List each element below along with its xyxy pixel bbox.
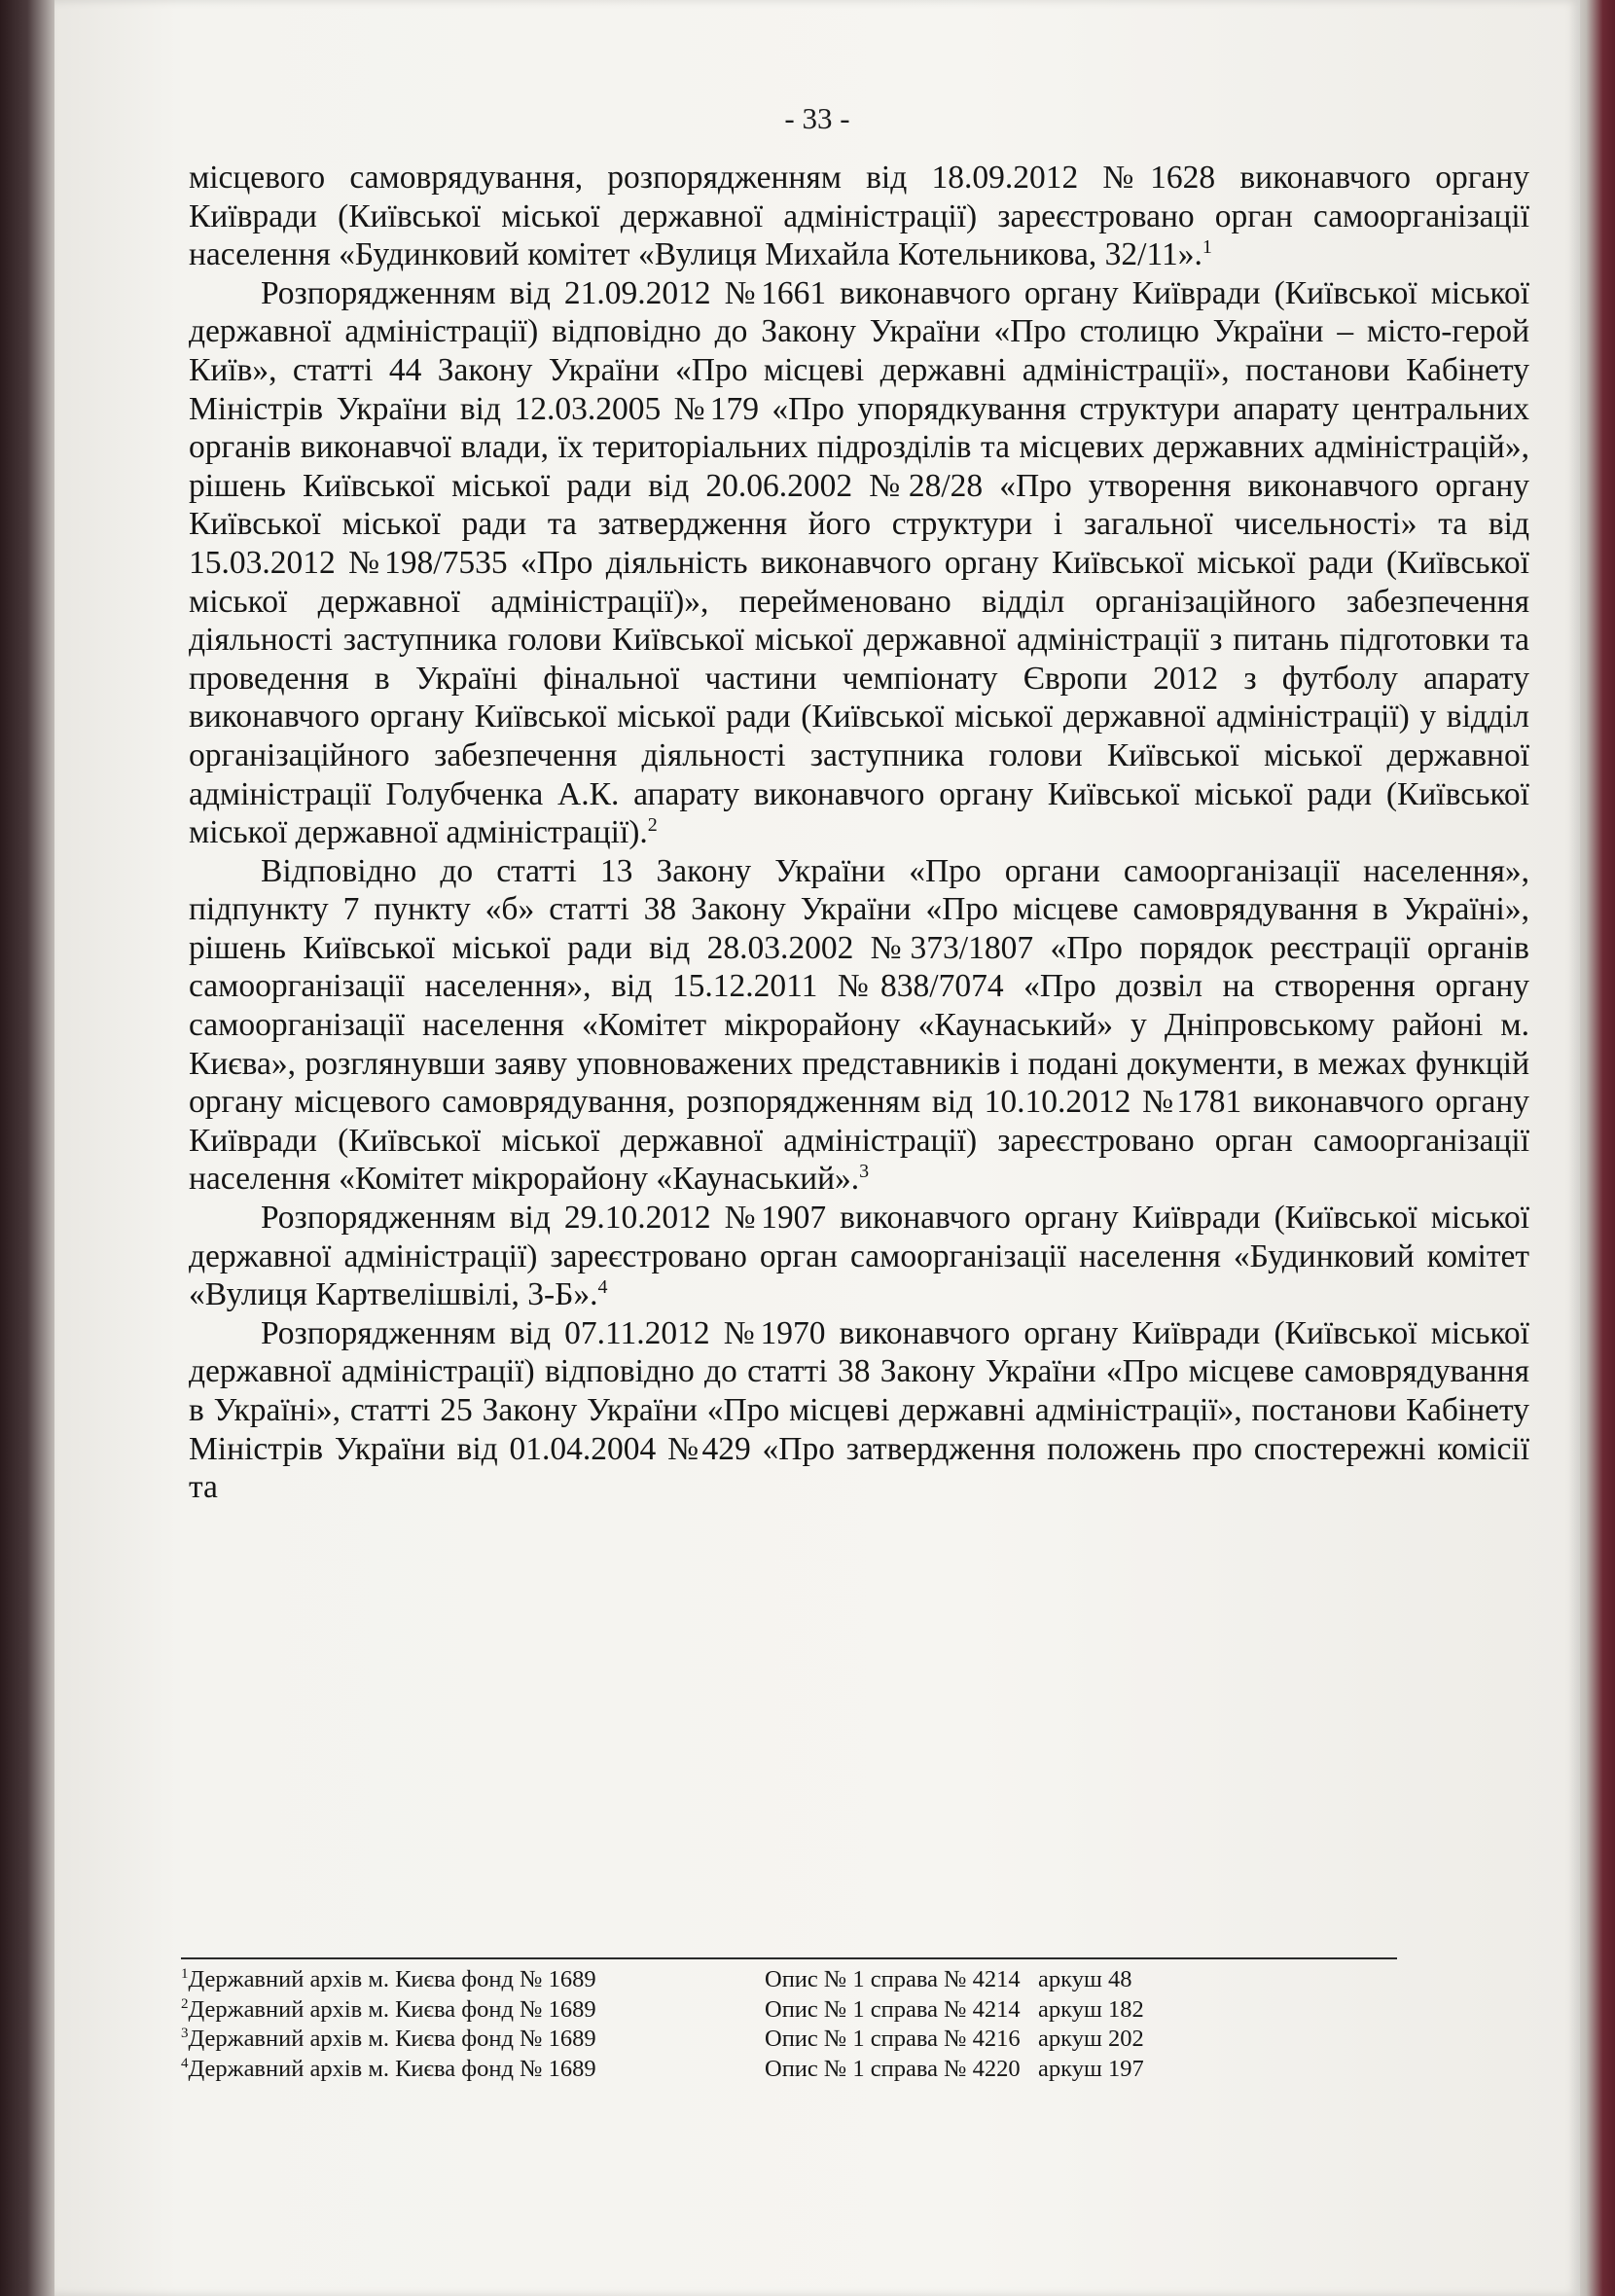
footnote-source: Державний архів м. Києва фонд № 1689 — [188, 2055, 596, 2082]
paragraph-3 — [189, 852, 1529, 1199]
paragraph-4-text: Розпорядженням від 29.10.2012 №1907 виконавчого органу Київради (Київської міської державної адміністрації) зареєстровано орган самоорганізації населення «Будинковий комітет «Вулиця Картвелішвілі, 3-Б». — [189, 1200, 1529, 1313]
footnote-marker-1: 1 — [1202, 236, 1212, 259]
paragraph-4 — [189, 1199, 1529, 1314]
page-number: - 33 - — [784, 101, 850, 135]
footnote-reference: Опис № 1 справа № 4214 аркуш 48 — [765, 1966, 1132, 1992]
footnote-source: Державний архів м. Києва фонд № 1689 — [188, 1966, 596, 1992]
footnote-number: 2 — [181, 1995, 189, 2012]
paragraph-5 — [189, 1314, 1529, 1507]
footnote-number: 4 — [181, 2055, 189, 2071]
paragraph-3-text: Відповідно до статті 13 Закону України «Про органи самоорганізації населення», підпункту 7 пункту «б» статті 38 Закону України «Про місцеве самоврядування в Україні», рішень Київської міської ради від 28.03.2002 №373/1807 «Про порядок реєстрації органів самоорганізації населення», від 15.12.2011 №838/7074 «Про дозвіл на створення органу самоорганізації населення «Комітет мікрорайону «Каунаський» у Дніпровському районі м. Києва», розглянувши заяву уповноважених представників і подані документи, в межах функцій органу місцевого самоврядування, розпорядженням від 10.10.2012 №1781 виконавчого органу Київради (Київської міської державної адміністрації) зареєстровано орган самоорганізації населення «Комітет мікрорайону «Каунаський». — [189, 852, 1529, 1198]
footnote-marker-4: 4 — [597, 1276, 608, 1299]
footnote-3 — [181, 2025, 1407, 2055]
footnote-number: 1 — [181, 1965, 189, 1982]
page-right-edge — [1574, 0, 1615, 2296]
footnote-reference: Опис № 1 справа № 4216 аркуш 202 — [765, 2026, 1144, 2052]
footnote-2 — [181, 1995, 1407, 2026]
footnote-reference: Опис № 1 справа № 4214 аркуш 182 — [765, 1995, 1144, 2023]
paragraph-2-text: Розпорядженням від 21.09.2012 №1661 виконавчого органу Київради (Київської міської державної адміністрації) відповідно до Закону України «Про столицю України – місто-герой Київ», статті 44 Закону України «Про місцеві державні адміністрації», постанови Кабінету Міністрів України від 12.03.2005 №179 «Про упорядкування структури апарату центральних органів виконавчої влади, їх територіальних підрозділів та місцевих державних адміністрацій», рішень Київської міської ради від 20.06.2002 №28/28 «Про утворення виконавчого органу Київської міської ради та затвердження його структури і загальної чисельності» та від 15.03.2012 №198/7535 «Про діяльність виконавчого органу Київської міської ради (Київської міської державної адміністрації)», перейменовано відділ організаційного забезпечення діяльності заступника голови Київської міської державної адміністрації з питань підготовки та проведення в Україні фінальної частини чемпіонату Європи 2012 з футболу апарату виконавчого органу Київської міської ради (Київської міської державної адміністрації) у відділ організаційного забезпечення діяльності заступника голови Київської міської державної адміністрації Голубченка А.К. апарату виконавчого органу Київської міської ради (Київської міської державної адміністрації). — [189, 274, 1529, 851]
footnote-divider — [181, 1957, 1397, 1959]
footnote-marker-3: 3 — [859, 1161, 870, 1183]
footnotes — [181, 1965, 1407, 2084]
footnote-4 — [181, 2055, 1407, 2085]
paragraph-2 — [189, 274, 1529, 852]
footnote-1 — [181, 1965, 1407, 1995]
paragraph-1 — [189, 159, 1529, 274]
paragraph-5-text: Розпорядженням від 07.11.2012 №1970 виконавчого органу Київради (Київської міської державної адміністрації) відповідно до статті 38 Закону України «Про місцеве самоврядування в Україні», статті 25 Закону України «Про місцеві державні адміністрації», постанови Кабінету Міністрів України від 01.04.2004 №429 «Про затвердження положень про спостережні комісії та — [189, 1314, 1529, 1506]
body-text — [189, 159, 1529, 1507]
paragraph-1-text: місцевого самоврядування, розпорядженням від 18.09.2012 №1628 виконавчого органу Київради (Київської міської державної адміністрації) зареєстровано орган самоорганізації населення «Будинковий комітет «Вулиця Михайла Котельникова, 32/11». — [189, 160, 1529, 273]
document-page — [54, 0, 1580, 2296]
footnote-reference: Опис № 1 справа № 4220 аркуш 197 — [765, 2055, 1144, 2082]
footnote-number: 3 — [181, 2025, 189, 2041]
footnote-marker-2: 2 — [647, 813, 658, 836]
footnote-source: Державний архів м. Києва фонд № 1689 — [188, 1995, 596, 2023]
footnote-source: Державний архів м. Києва фонд № 1689 — [188, 2026, 596, 2052]
